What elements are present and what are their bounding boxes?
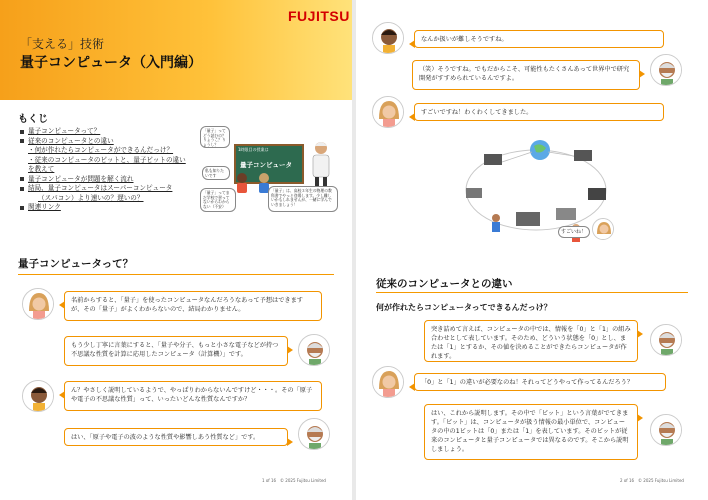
avatar-professor-r1 (650, 54, 682, 86)
illus-bubble-mid: 私も知りたいです (202, 166, 230, 180)
classroom-illustration (200, 122, 338, 214)
toc-link-related[interactable]: 関連リンク (20, 203, 192, 213)
avatar-professor (298, 334, 330, 366)
header-title: 量子コンピュータ（入門編） (20, 55, 202, 71)
fujitsu-logo: FUJITSU (288, 8, 350, 24)
dialog-bubble-2: もう少し丁寧に言葉にすると、「量子や分子、もっと小さな電子などが持つ不思議な性質を計算に応用したコンピュータ（計算機）」です。 (64, 336, 288, 366)
page-2 (356, 0, 708, 500)
illus-bubble-bottom-left: 「量子」ってまだ学校で習ってないからわからない（不安） (200, 188, 236, 212)
section-heading-what-is: 量子コンピュータって？ (18, 258, 134, 270)
avatar-student-girl-r2 (372, 366, 404, 398)
toc-link-what-needed[interactable]: ・何が作れたらコンピュータができるんだっけ？ (28, 146, 174, 154)
dialog-bubble-5: なんか扱いが難しそうですね。 (414, 30, 664, 48)
dialog-bubble-10: はい、これから説明します。その中で「ビット」という言葉がでてきます。「ビット」は、コンピュータが扱う情報の最小単位で、コンピュータの中の1ビットは「0」または「1」を表しています。そのビットが従来のコンピュータと量子コンピュータでは異なるのです。そこから説明しましょう。 (424, 404, 638, 460)
table-of-contents (20, 127, 192, 213)
dialog-bubble-9: 「0」と「1」の違いが必要なのね！それってどうやって作ってるんだろう？ (414, 373, 666, 391)
illus-bubble-bottom-right: 「量子」は、高校３年生の物理の教科書でやっと登場します。少し難しいかもしれませんが、一緒に学んでいきましょう！ (268, 186, 338, 212)
avatar-student-boy-r1 (372, 22, 404, 54)
page-footer-right: 2 of 16 © 2025 Fujitsu Limited (620, 478, 684, 483)
dialog-bubble-1: 名前からすると、「量子」を使ったコンピュータなんだろうなあって予想はできますが、その「量子」がよくわからないので、結局わかりません。 (64, 291, 322, 321)
avatar-professor-2 (298, 418, 330, 450)
section-rule (18, 274, 334, 275)
dialog-bubble-4: はい、「原子や電子の波のような性質や影響しあう性質など」です。 (64, 428, 288, 446)
avatar-professor-r2 (650, 324, 682, 356)
header-banner (0, 0, 352, 100)
avatar-student-girl-r1 (372, 96, 404, 128)
toc-link-faster-cont[interactable]: （スパコン）より速いの？遅いの？ (38, 193, 144, 202)
board-text: 量子コンピュータ (240, 161, 292, 169)
toc-link-bits[interactable]: ・従来のコンピュータのビットと、量子ビットの違いを教えて (28, 155, 186, 173)
avatar-professor-r3 (650, 414, 682, 446)
dialog-bubble-6: （笑）そうですね。でもだからこそ、可能性もたくさんあって世界中で研究開発がすすめられているんですよ。 (412, 60, 640, 90)
toc-title: もくじ (18, 114, 48, 125)
page-1 (0, 0, 352, 500)
toc-link-flow[interactable]: 量子コンピュータが問題を解く流れ (20, 175, 192, 185)
toc-link-difference[interactable]: 従来のコンピュータとの違い (20, 137, 192, 147)
avatar-small-girl (592, 218, 614, 240)
dialog-bubble-8: 突き詰めて言えば、コンピュータの中では、情報を「0」と「1」の組み合わせとして表しています。そのため、どういう状態を「0」とし、または「1」とするか、その値を決めることができたらコンピュータが作れます。 (424, 320, 638, 362)
illus-bubble-top: 「量子」ってどう読むの？りょうこ？りょうし？ (200, 126, 230, 148)
page-footer-left: 1 of 16 © 2025 Fujitsu Limited (262, 478, 326, 483)
section-rule-2 (376, 292, 688, 293)
avatar-student-boy (22, 380, 54, 412)
dialog-bubble-3: ん？やさしく説明しているようで、やっぱりわからないんですけど・・・。その「原子や電子の不思議な性質」って、いったいどんな性質なんですか？ (64, 381, 322, 411)
toc-link-what-is[interactable]: 量子コンピュータって？ (20, 127, 192, 137)
toc-link-faster[interactable]: 結局、量子コンピュータはスーパーコンピュータ (20, 184, 192, 194)
avatar-student-girl (22, 288, 54, 320)
board-caption: 1時限目の授業は (238, 147, 269, 152)
subheading-what-needed: 何が作れたらコンピュータってできるんだっけ？ (376, 303, 552, 312)
header-kicker: 「支える」技術 (20, 37, 105, 51)
figure-bubble: すごいね！ (558, 226, 590, 238)
section-heading-difference: 従来のコンピュータとの違い (376, 278, 513, 290)
dialog-bubble-7: すごいですね！わくわくしてきました。 (414, 103, 664, 121)
teacher-figure (308, 140, 334, 188)
